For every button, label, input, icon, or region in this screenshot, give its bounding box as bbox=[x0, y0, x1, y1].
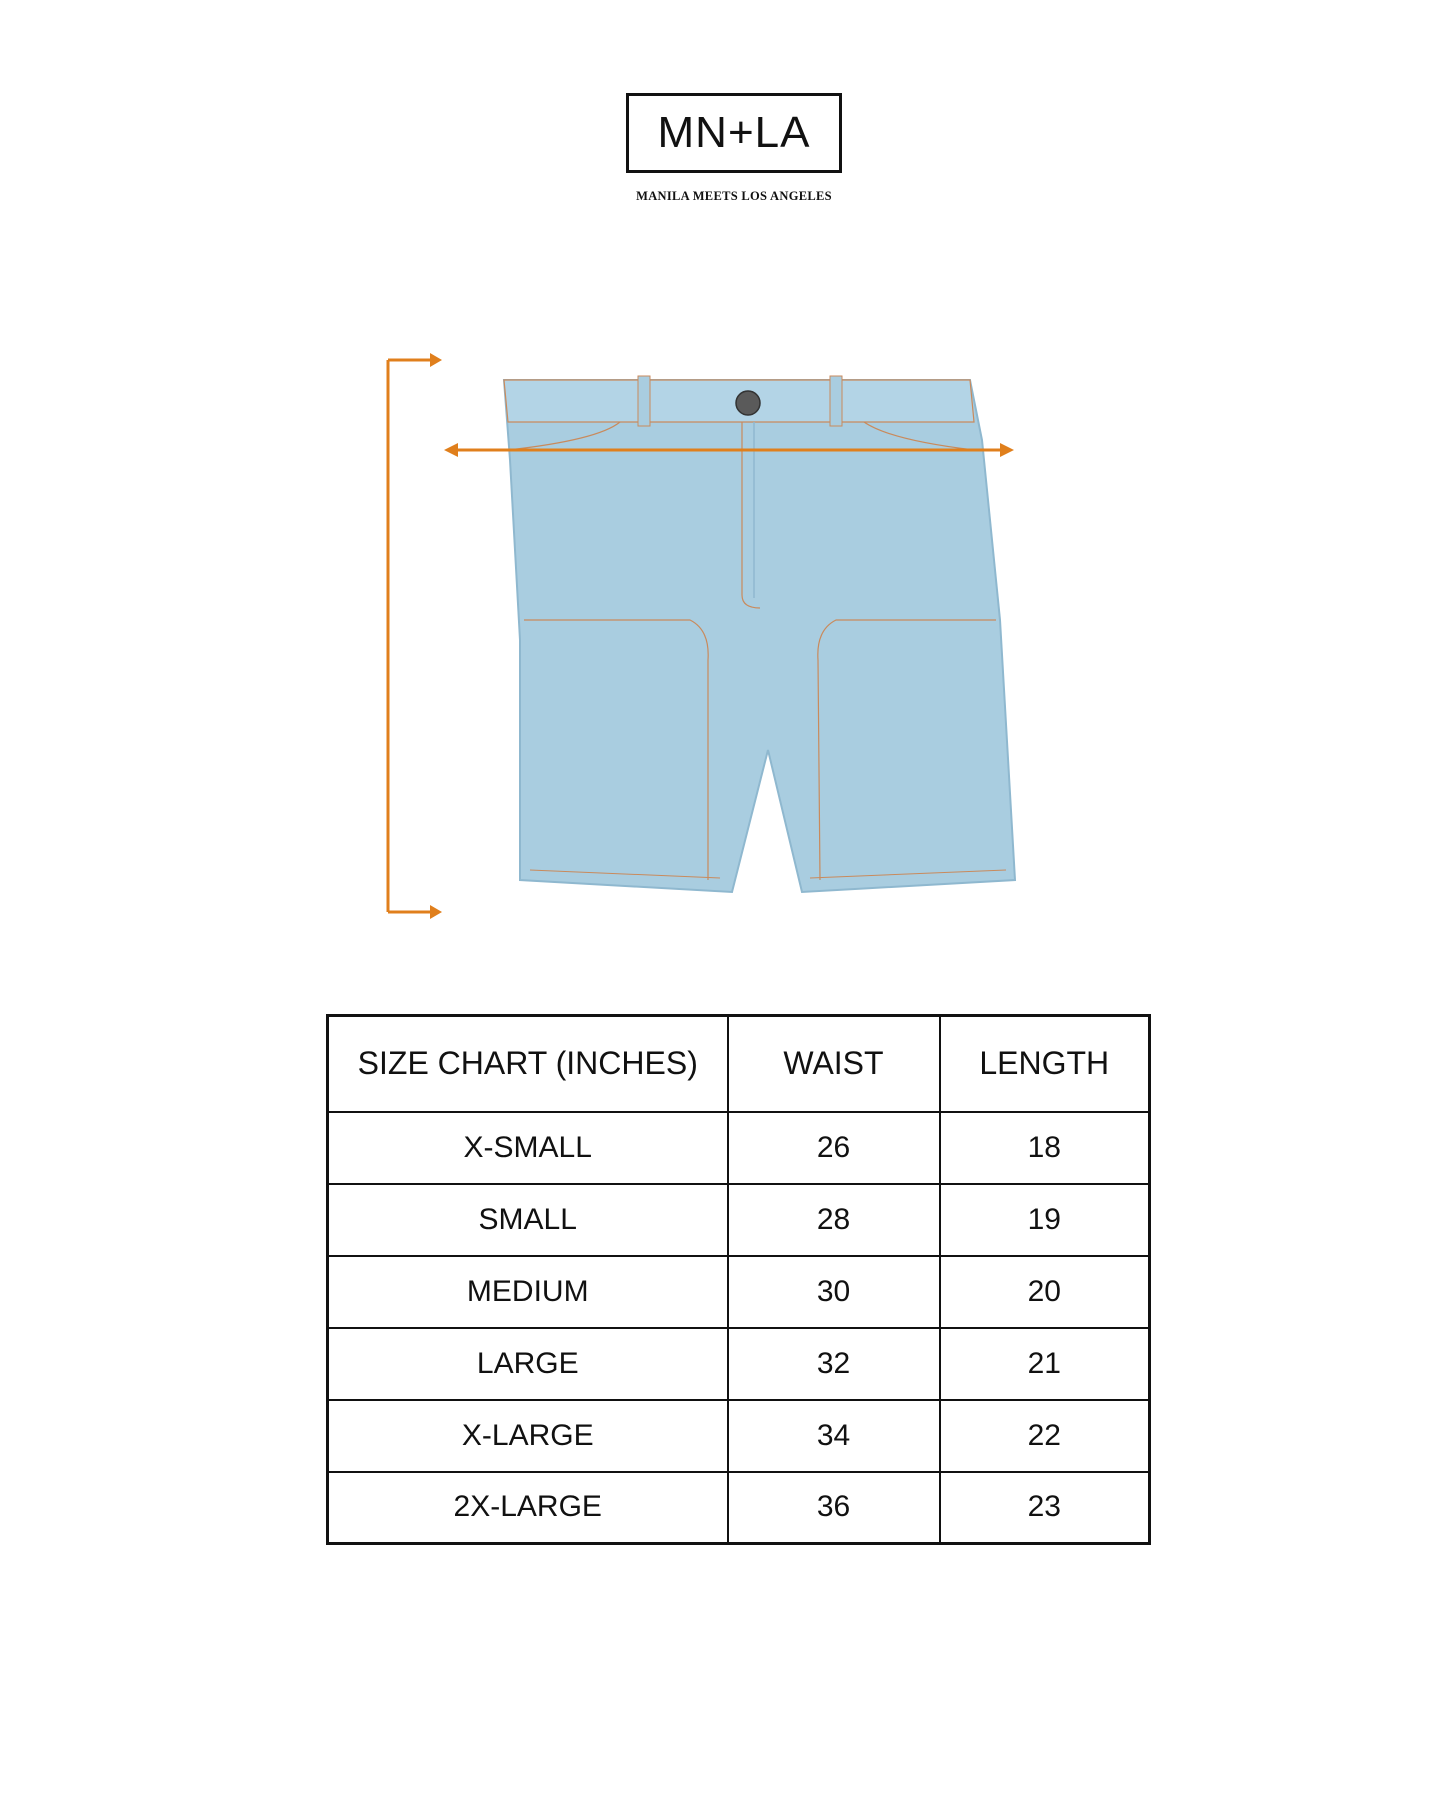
size-cell: 2X-LARGE bbox=[328, 1472, 728, 1544]
length-cell: 22 bbox=[940, 1400, 1150, 1472]
size-cell: MEDIUM bbox=[328, 1256, 728, 1328]
size-cell: SMALL bbox=[328, 1184, 728, 1256]
table-row bbox=[328, 1184, 1150, 1256]
length-cell: 23 bbox=[940, 1472, 1150, 1544]
table-row bbox=[328, 1472, 1150, 1544]
length-arrowheads bbox=[430, 353, 442, 919]
size-chart-table bbox=[326, 1014, 1151, 1545]
waist-cell: 32 bbox=[728, 1328, 940, 1400]
table-row bbox=[328, 1256, 1150, 1328]
waist-cell: 26 bbox=[728, 1112, 940, 1184]
table-header-row bbox=[328, 1016, 1150, 1112]
table-row bbox=[328, 1112, 1150, 1184]
size-cell: X-LARGE bbox=[328, 1400, 728, 1472]
header-length: LENGTH bbox=[940, 1016, 1150, 1112]
shorts-illustration bbox=[370, 340, 1030, 920]
length-cell: 21 bbox=[940, 1328, 1150, 1400]
shorts-body bbox=[504, 376, 1015, 892]
header-size: SIZE CHART (INCHES) bbox=[328, 1016, 728, 1112]
length-cell: 20 bbox=[940, 1256, 1150, 1328]
table-row bbox=[328, 1400, 1150, 1472]
table-row bbox=[328, 1328, 1150, 1400]
waist-cell: 34 bbox=[728, 1400, 940, 1472]
length-cell: 19 bbox=[940, 1184, 1150, 1256]
size-cell: X-SMALL bbox=[328, 1112, 728, 1184]
length-arrow bbox=[388, 360, 432, 912]
waist-cell: 30 bbox=[728, 1256, 940, 1328]
header-waist: WAIST bbox=[728, 1016, 940, 1112]
waist-cell: 28 bbox=[728, 1184, 940, 1256]
brand-tagline: MANILA MEETS LOS ANGELES bbox=[636, 189, 832, 203]
size-cell: LARGE bbox=[328, 1328, 728, 1400]
brand-logo bbox=[626, 93, 842, 173]
logo-text: MN+LA bbox=[657, 108, 811, 157]
length-cell: 18 bbox=[940, 1112, 1150, 1184]
waist-cell: 36 bbox=[728, 1472, 940, 1544]
